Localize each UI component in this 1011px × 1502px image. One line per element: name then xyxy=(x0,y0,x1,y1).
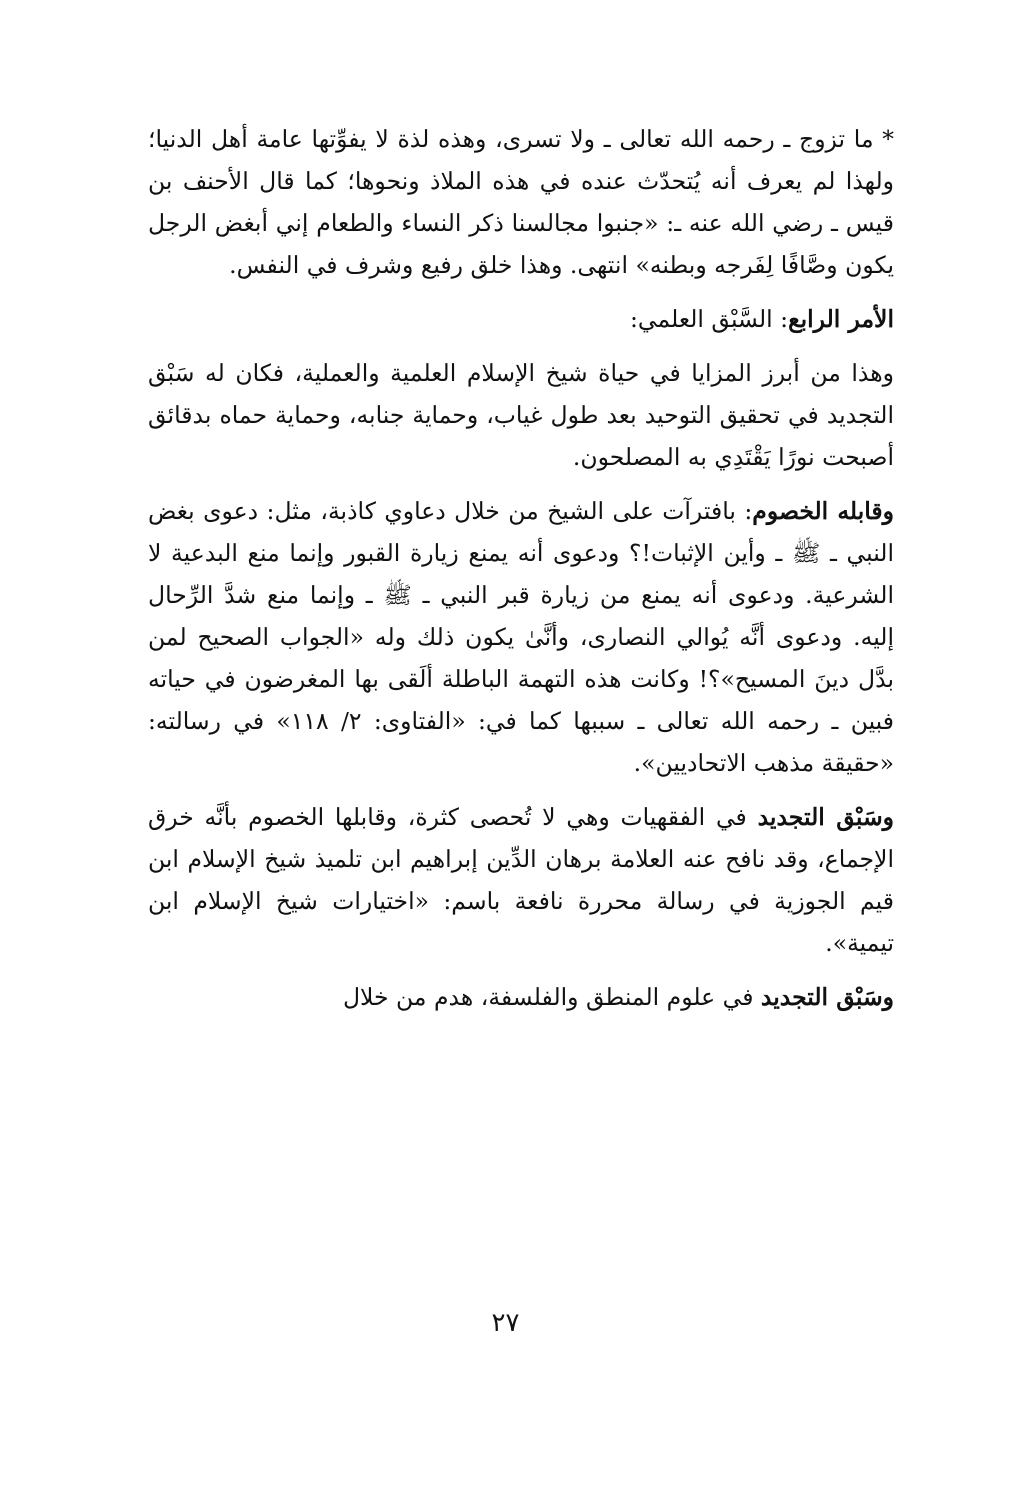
paragraph-4 xyxy=(148,796,894,964)
paragraph-2-text: وهذا من أبرز المزايا في حياة شيخ الإسلام العلمية والعملية، فكان له سَبْق التجديد في تحقيق التوحيد بعد طول غياب، وحماية جنابه، وحماية حماه بدقائق أصبحت نورًا يَقْتَدِي به المصلحون. xyxy=(148,359,894,471)
paragraph-3 xyxy=(148,490,894,784)
paragraph-4-text: في الفقهيات وهي لا تُحصى كثرة، وقابلها الخصوم بأنَّه خرق الإجماع، وقد نافح عنه العلامة برهان الدِّين إبراهيم ابن تلميذ شيخ الإسلام ابن قيم الجوزية في رسالة محررة نافعة باسم: «اختيارات شيخ الإسلام ابن تيمية». xyxy=(148,803,894,957)
paragraph-1 xyxy=(148,118,894,286)
section-heading-fourth xyxy=(148,298,894,340)
page-number: ٢٧ xyxy=(491,1308,520,1338)
paragraph-5-text: في علوم المنطق والفلسفة، هدم من خلال xyxy=(342,983,761,1011)
page-body xyxy=(148,118,894,1018)
section-heading-label: الأمر الرابع xyxy=(788,305,894,333)
paragraph-3-text: : بافترآت على الشيخ من خلال دعاوي كاذبة، مثل: دعوى بغض النبي ـ ﷺ ـ وأين الإثبات!؟ ودعوى أنه يمنع زيارة القبور وإنما منع البدعية لا الشرعية. ودعوى أنه يمنع من زيارة قبر النبي ـ ﷺ ـ وإنما منع شدَّ الرِّحال إليه. ودعوى أنَّه يُوالي النصارى، وأنَّىٰ يكون ذلك وله «الجواب الصحيح لمن بدَّل دينَ المسيح»؟! وكانت هذه التهمة الباطلة ألَقى بها المغرضون في حياته فبين ـ رحمه الله تعالى ـ سببها كما في: «الفتاوى: ٢/ ١١٨» في رسالته: «حقيقة مذهب الاتحاديين». xyxy=(148,497,895,777)
paragraph-2 xyxy=(148,352,894,478)
paragraph-5 xyxy=(148,976,894,1018)
paragraph-1-text: * ما تزوج ـ رحمه الله تعالى ـ ولا تسرى، وهذه لذة لا يفوِّتها عامة أهل الدنيا؛ ولهذا لم يعرف أنه يُتحدّث عنده في هذه الملاذ ونحوها؛ كما قال الأحنف بن قيس ـ رضي الله عنه ـ: «جنبوا مجالسنا ذكر النساء والطعام إني أبغض الرجل يكون وصَّافًا لِفَرجه وبطنه» انتهى. وهذا خلق رفيع وشرف في النفس. xyxy=(148,125,894,279)
paragraph-3-lead: وقابله الخصوم xyxy=(752,497,894,525)
paragraph-5-lead: وسَبْق التجديد xyxy=(760,983,894,1011)
section-heading-rest: : السَّبْق العلمي: xyxy=(629,305,789,333)
paragraph-4-lead: وسَبْق التجديد xyxy=(757,803,894,831)
